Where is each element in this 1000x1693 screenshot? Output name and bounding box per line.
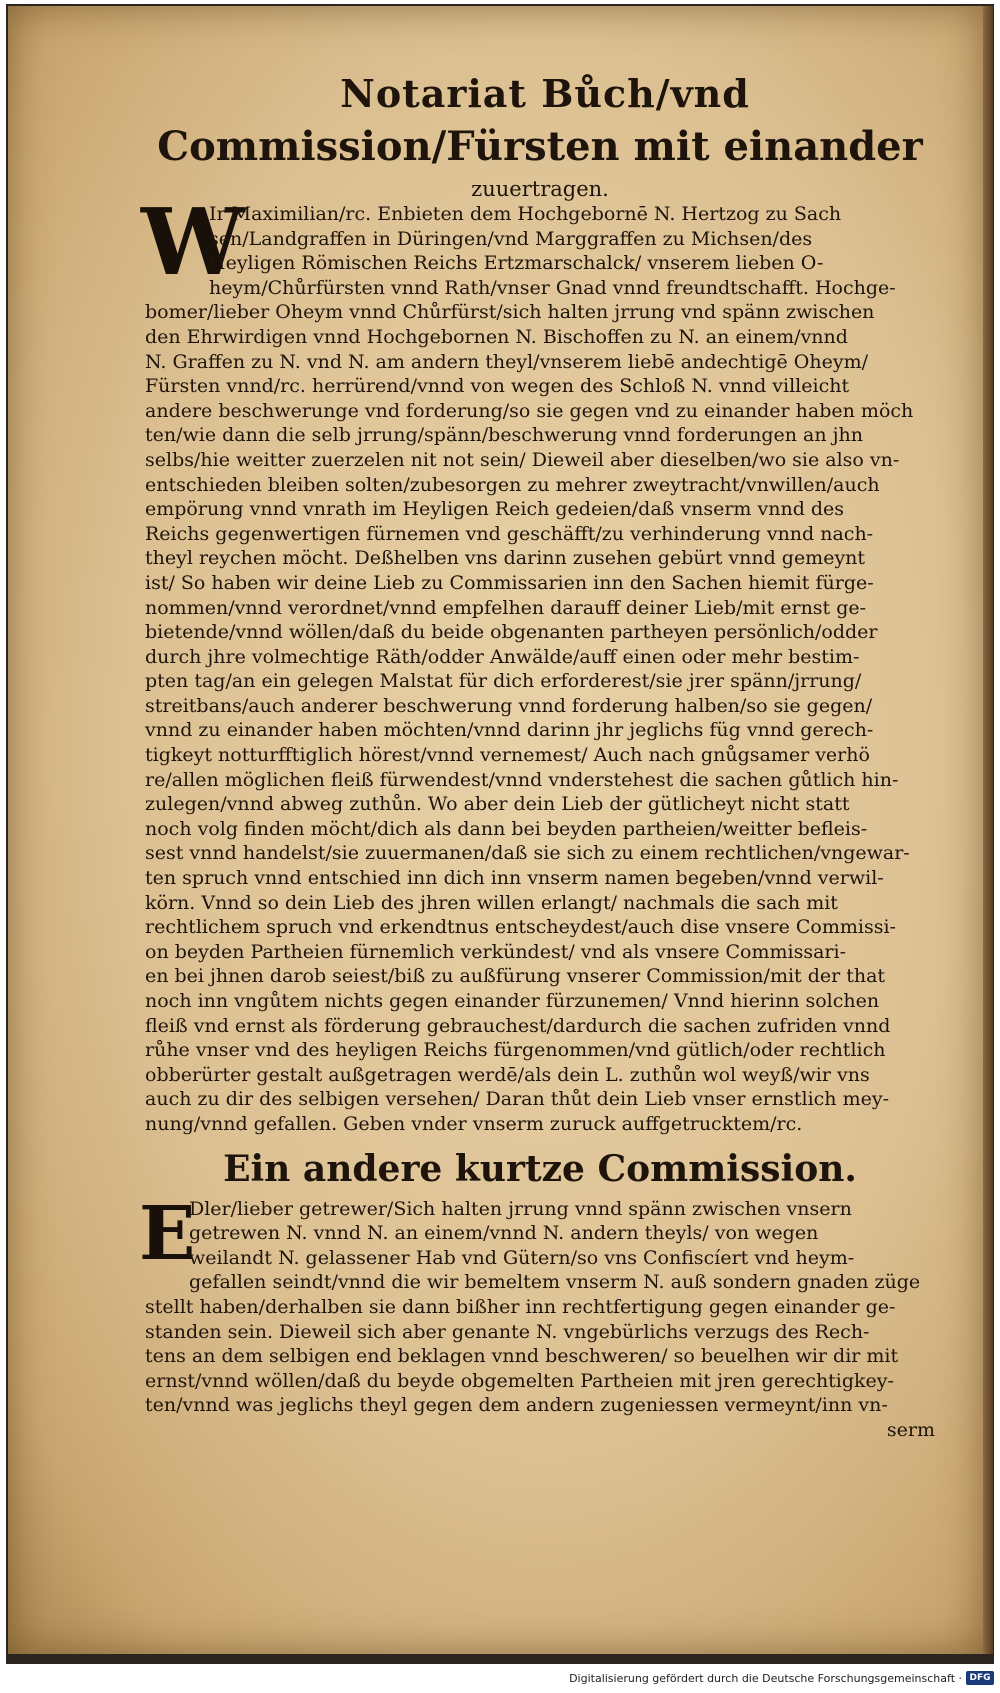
title-line-3: zuuertragen.: [471, 177, 609, 201]
text-line: N. Graffen zu N. vnd N. am andern theyl/vnserem liebē andechtigē Oheym/: [145, 350, 868, 373]
text-line: en bei jhnen darob seiest/biß zu außfürung vnserer Commission/mit der that: [145, 965, 886, 988]
text-line: heym/Chůrfürsten vnnd Rath/vnser Gnad vnnd freundtschafft. Hochge-: [209, 276, 896, 299]
text-line: nung/vnnd gefallen. Geben vnder vnserm zuruck auffgetrucktem/rc.: [145, 1112, 803, 1135]
text-line: den Ehrwirdigen vnnd Hochgebornen N. Bischoffen zu N. an einem/vnnd: [145, 325, 848, 348]
text-line: obberürter gestalt außgetragen werdē/als dein L. zuthůn wol weyß/wir vns: [145, 1063, 870, 1086]
text-line: bietende/vnnd wöllen/daß du beide obgenanten partheyen persönlich/odder: [145, 621, 878, 644]
text-line: ten/vnnd was jeglichs theyl gegen dem andern zugeniessen vermeynt/inn vn-: [145, 1394, 888, 1417]
title-line-1: Notariat Bůch/vnd: [340, 71, 750, 116]
text-line: Heyligen Römischen Reichs Ertzmarschalck/ vnserem lieben O-: [209, 252, 824, 275]
text-line: Reichs gegenwertigen fürnemen vnd geschäfft/zu verhinderung vnnd nach-: [145, 522, 874, 545]
text-line: andere beschwerunge vnd forderung/so sie gegen vnd zu einander haben möch: [145, 399, 914, 422]
catchword: serm: [886, 1418, 935, 1441]
paragraph-1-lines: [145, 202, 935, 1137]
text-line: vnnd zu einander haben möchten/vnnd darinn jhr jeglichs füg vnnd gerech-: [145, 719, 874, 742]
text-line: weilandt N. gelassener Hab vnd Gütern/so vns Confiscíert vnd heym-: [189, 1246, 855, 1269]
text-line: ist/ So haben wir deine Lieb zu Commissarien inn den Sachen hiemit fürge-: [145, 571, 874, 594]
text-line: standen sein. Dieweil sich aber genante N. vngebürlichs verzugs des Rech-: [145, 1320, 870, 1343]
text-line: fleiß vnd ernst als förderung gebrauchest/dardurch die sachen zufriden vnnd: [145, 1014, 891, 1037]
text-line: theyl reychen möcht. Deßhelben vns darinn zusehen gebürt vnnd gemeynt: [145, 547, 866, 570]
footer-bar: [0, 1666, 1000, 1693]
text-line: Fürsten vnnd/rc. herrürend/vnnd von wegen des Schloß N. vnnd villeicht: [145, 375, 850, 398]
text-line: ernst/vnnd wöllen/daß du beyde obgemelten Partheien mit jren gerechtigkey-: [145, 1369, 894, 1392]
text-line: zulegen/vnnd abweg zuthůn. Wo aber dein Lieb der gütlicheyt nicht statt: [145, 793, 850, 816]
page-edge: [983, 6, 993, 1654]
text-line: on beyden Partheien fürnemlich verkündest/ vnd als vnsere Commissari-: [145, 940, 846, 963]
text-line: noch inn vngůtem nichts gegen einander fürzunemen/ Vnnd hierinn solchen: [145, 990, 880, 1012]
footer-credit: Digitalisierung gefördert durch die Deutsche Forschungsgemeinschaft ·: [569, 1672, 962, 1685]
section-heading: Ein andere kurtze Commission.: [223, 1147, 857, 1190]
drop-cap-w: W: [141, 188, 245, 296]
text-line: streitbans/auch anderer beschwerung vnnd forderung halben/so sie gegen/: [145, 694, 873, 717]
text-line: Ir Maximilian/rc. Enbieten dem Hochgebornē N. Hertzog zu Sach: [209, 203, 842, 225]
text-line: körn. Vnnd so dein Lieb des jhren willen erlangt/ nachmals die sach mit: [145, 891, 838, 914]
text-line: tigkeyt notturfftiglich hörest/vnnd vernemest/ Auch nach gnůgsamer verhö: [145, 744, 870, 767]
text-line: re/allen möglichen fleiß fürwendest/vnnd vnderstehest die sachen gůtlich hin-: [145, 768, 899, 791]
text-line: sest vnnd handelst/sie zuuermanen/daß sie sich zu einem rechtlichen/vngewar-: [145, 842, 910, 865]
drop-cap-e: E: [139, 1190, 196, 1277]
text-line: sen/Landgraffen in Düringen/vnd Marggraffen zu Michsen/des: [209, 227, 813, 250]
text-line: selbs/hie weitter zuerzelen nit not sein/ Dieweil aber dieselben/wo sie also vn-: [145, 448, 900, 471]
text-line: nommen/vnnd verordnet/vnnd empfelhen darauff deiner Lieb/mit ernst ge-: [145, 596, 867, 619]
text-line: Dler/lieber getrewer/Sich halten jrrung vnnd spänn zwischen vnsern: [189, 1197, 852, 1220]
text-line: gefallen seindt/vnnd die wir bemeltem vnserm N. auß sondern gnaden züge: [189, 1271, 921, 1294]
text-line: rechtlichem spruch vnd erkendtnus entscheydest/auch dise vnsere Commissi-: [145, 916, 896, 939]
text-line: durch jhre volmechtige Räth/odder Anwälde/auff einen oder mehr bestim-: [145, 645, 860, 668]
page-content: [139, 70, 935, 1443]
text-line: ten spruch vnnd entschied inn dich inn vnserm namen begeben/vnnd verwil-: [145, 867, 884, 890]
text-line: empörung vnnd vnrath im Heyligen Reich gedeien/daß vnserm vnnd des: [145, 498, 845, 521]
text-line: entschieden bleiben solten/zubesorgen zu mehrer zweytracht/vnwillen/auch: [145, 473, 880, 496]
paragraph-2: [139, 1190, 935, 1443]
text-line: bomer/lieber Oheym vnnd Chůrfürst/sich halten jrrung vnd spänn zwischen: [145, 301, 875, 324]
dfg-logo-icon: DFG: [966, 1671, 994, 1685]
text-line: auch zu dir des selbigen versehen/ Daran thůt dein Lieb vnser ernstlich mey-: [145, 1088, 889, 1111]
text-line: getrewen N. vnnd N. an einem/vnnd N. andern theyls/ von wegen: [189, 1222, 819, 1245]
text-line: tens an dem selbigen end beklagen vnnd beschweren/ so beuelhen wir dir mit: [145, 1345, 899, 1368]
text-line: stellt haben/derhalben sie dann bißher inn rechtfertigung gegen einander ge-: [145, 1295, 896, 1318]
text-line: pten tag/an ein gelegen Malstat für dich erforderest/sie jrer spänn/jrrung/: [145, 670, 862, 693]
text-line: růhe vnser vnd des heyligen Reichs fürgenommen/vnd gütlich/oder rechtlich: [145, 1039, 886, 1062]
text-line: noch volg finden möcht/dich als dann bei beyden partheien/weitter befleis-: [145, 817, 868, 840]
title-line-2: Commission/Fürsten mit einander: [157, 123, 923, 170]
text-line: ten/wie dann die selb jrrung/spänn/beschwerung vnnd forderungen an jhn: [145, 424, 864, 447]
paragraph-2-lines: [145, 1197, 935, 1418]
